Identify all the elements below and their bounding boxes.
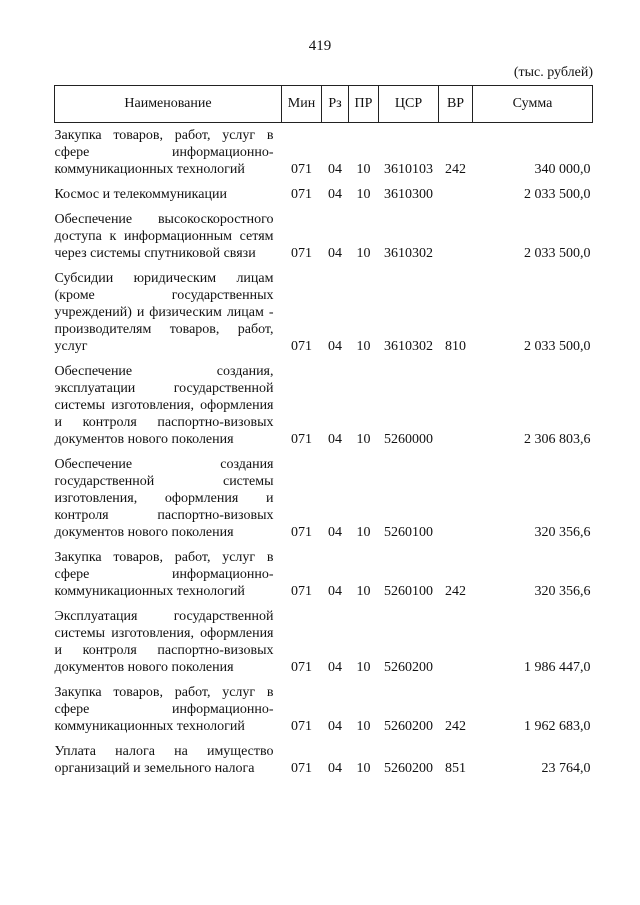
row-sum: 1 962 683,0 (524, 719, 591, 734)
budget-table (54, 85, 593, 781)
row-rz: 04 (328, 187, 342, 202)
row-name: Закупка товаров, работ, услуг в сфере информационно-коммуникационных технологий (54, 685, 274, 734)
row-name-cell (55, 123, 282, 183)
row-name-cell (55, 545, 282, 604)
row-vr: 242 (445, 162, 466, 177)
row-pr: 10 (356, 339, 371, 354)
table-row (55, 123, 593, 183)
row-sum: 320 356,6 (534, 584, 591, 599)
table-row (55, 207, 593, 266)
page-number: 419 (308, 38, 332, 54)
table-row (55, 452, 593, 545)
row-vr: 810 (445, 339, 466, 354)
table-row (55, 359, 593, 452)
table-header-row (55, 86, 593, 123)
header-sum: Сумма (473, 86, 593, 123)
row-csr: 5260000 (384, 432, 433, 447)
row-name-cell (55, 739, 282, 781)
table-row (55, 604, 593, 680)
row-vr: 242 (445, 719, 466, 734)
header-vr: ВР (439, 86, 473, 123)
row-rz: 04 (328, 660, 342, 675)
row-min: 071 (291, 246, 312, 261)
row-rz: 04 (328, 162, 342, 177)
row-vr (439, 359, 473, 452)
row-pr: 10 (356, 246, 371, 261)
row-pr: 10 (356, 584, 371, 599)
row-min: 071 (291, 432, 312, 447)
row-rz: 04 (328, 761, 342, 776)
row-csr: 5260100 (384, 584, 433, 599)
header-csr: ЦСР (379, 86, 439, 123)
row-sum: 2 033 500,0 (524, 339, 591, 354)
row-name: Космос и телекоммуникации (54, 187, 227, 202)
row-csr: 5260200 (384, 761, 433, 776)
row-name-cell (55, 359, 282, 452)
row-name-cell (55, 452, 282, 545)
row-pr: 10 (356, 187, 371, 202)
row-pr: 10 (356, 525, 371, 540)
row-name: Эксплуатация государственной системы изготовления, оформления и контроля паспортно-визовых документов нового поколения (54, 609, 274, 675)
row-rz: 04 (328, 246, 342, 261)
row-min: 071 (291, 584, 312, 599)
row-min: 071 (291, 162, 312, 177)
row-csr: 3610302 (384, 339, 433, 354)
row-vr (439, 207, 473, 266)
row-csr: 5260100 (384, 525, 433, 540)
row-csr: 5260200 (384, 719, 433, 734)
row-rz: 04 (328, 719, 342, 734)
row-sum: 2 033 500,0 (524, 187, 591, 202)
row-name: Обеспечение создания, эксплуатации государственной системы изготовления, оформления и контроля паспортно-визовых документов нового поколения (54, 364, 274, 447)
row-vr (439, 182, 473, 207)
row-csr: 5260200 (384, 660, 433, 675)
row-rz: 04 (328, 584, 342, 599)
table-row (55, 680, 593, 739)
header-min: Мин (282, 86, 322, 123)
row-min: 071 (291, 719, 312, 734)
row-csr: 3610302 (384, 246, 433, 261)
row-csr: 3610103 (384, 162, 433, 177)
row-sum: 2 033 500,0 (524, 246, 591, 261)
table-row (55, 739, 593, 781)
row-min: 071 (291, 187, 312, 202)
row-pr: 10 (356, 660, 371, 675)
row-vr (439, 452, 473, 545)
row-name-cell (55, 680, 282, 739)
row-name: Закупка товаров, работ, услуг в сфере информационно-коммуникационных технологий (54, 550, 274, 599)
header-name: Наименование (55, 86, 282, 123)
row-name-cell (55, 207, 282, 266)
row-name-cell (55, 266, 282, 359)
row-min: 071 (291, 761, 312, 776)
units-label: (тыс. рублей) (513, 65, 593, 80)
header-pr: ПР (349, 86, 379, 123)
row-min: 071 (291, 525, 312, 540)
row-vr: 851 (445, 761, 466, 776)
row-rz: 04 (328, 339, 342, 354)
row-name: Обеспечение высокоскоростного доступа к информационным сетям через системы спутниковой связи (54, 212, 274, 261)
row-name-cell (55, 604, 282, 680)
row-min: 071 (291, 339, 312, 354)
row-pr: 10 (356, 761, 371, 776)
row-sum: 340 000,0 (534, 162, 591, 177)
row-name-cell (55, 182, 282, 207)
row-pr: 10 (356, 432, 371, 447)
table-row (55, 545, 593, 604)
row-name: Субсидии юридическим лицам (кроме государственных учреждений) и физическим лицам - производителям товаров, работ, услуг (54, 271, 274, 354)
row-pr: 10 (356, 719, 371, 734)
table-row (55, 266, 593, 359)
row-sum: 320 356,6 (534, 525, 591, 540)
table-row (55, 182, 593, 207)
row-vr: 242 (445, 584, 466, 599)
row-pr: 10 (356, 162, 371, 177)
row-csr: 3610300 (384, 187, 433, 202)
row-sum: 1 986 447,0 (524, 660, 591, 675)
row-name: Закупка товаров, работ, услуг в сфере информационно-коммуникационных технологий (54, 128, 274, 177)
row-vr (439, 604, 473, 680)
row-sum: 23 764,0 (541, 761, 591, 776)
row-rz: 04 (328, 525, 342, 540)
row-name: Уплата налога на имущество организаций и земельного налога (54, 744, 274, 776)
header-rz: Рз (322, 86, 349, 123)
row-name: Обеспечение создания государственной системы изготовления, оформления и контроля паспортно-визовых документов нового поколения (54, 457, 274, 540)
row-min: 071 (291, 660, 312, 675)
row-rz: 04 (328, 432, 342, 447)
row-sum: 2 306 803,6 (524, 432, 591, 447)
